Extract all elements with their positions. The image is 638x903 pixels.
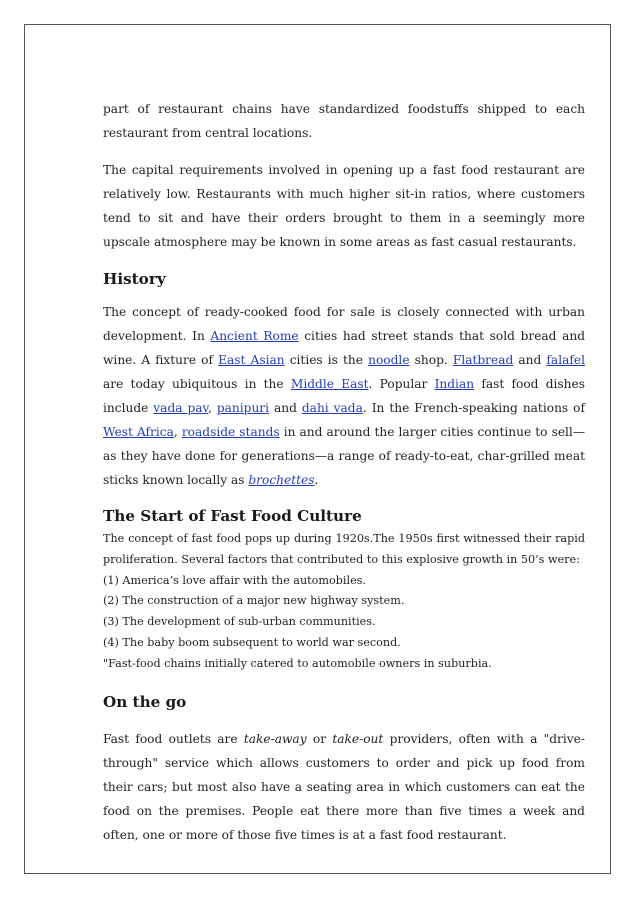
link-flatbread[interactable]: Flatbread	[452, 353, 514, 367]
text-italic: take-away	[243, 731, 307, 746]
document-body	[103, 97, 585, 847]
link-roadside-stands[interactable]: roadside stands	[181, 425, 280, 439]
text-run: in and around the larger cities continue to sell—as they have done for generations—a range of ready-to-eat, char-grilled meat sticks known locally as	[103, 425, 586, 487]
list-item: (3) The development of sub-urban communities.	[103, 615, 376, 629]
text-run: or	[306, 731, 333, 746]
text-run: . Popular	[368, 377, 435, 391]
heading-start-of-fast-food-culture: The Start of Fast Food Culture	[103, 507, 362, 525]
text-run: and	[269, 401, 302, 415]
text-run: . In the French-speaking nations of	[362, 401, 585, 415]
text-run: cities is the	[284, 353, 369, 367]
text-run: fast food dishes include	[103, 377, 586, 415]
text-run: cities had street stands that sold bread and wine. A fixture of	[103, 329, 585, 367]
paragraph-fast-food-intro: The concept of fast food pops up during 1920s.The 1950s first witnessed their rapid proliferation. Several factors that contributed to this explosive growth in 50’s were:	[103, 532, 585, 566]
link-panipuri[interactable]: panipuri	[216, 401, 270, 415]
text-run: The concept of ready-cooked food for sale is closely connected with urban development. In	[103, 305, 585, 343]
link-falafel[interactable]: falafel	[546, 353, 585, 367]
text-run: shop.	[409, 353, 453, 367]
link-noodle[interactable]: noodle	[368, 353, 410, 367]
link-west-africa[interactable]: West Africa	[103, 425, 174, 439]
text-run: providers, often with a "drive-through" service which allows customers to order and pick up food from their cars; but most also have a seating area in which customers can eat the food on the premises. People eat there more than five times a week and often, one or more of those five times is at a fast food restaurant.	[103, 731, 585, 842]
list-item: (2) The construction of a major new highway system.	[103, 594, 405, 608]
link-dahi-vada[interactable]: dahi vada	[301, 401, 363, 415]
text-italic: take-out	[332, 731, 384, 746]
text-run: ,	[207, 401, 217, 415]
paragraph-restaurant-chains: part of restaurant chains have standardized foodstuffs shipped to each restaurant from central locations.	[103, 102, 585, 140]
paragraph-on-the-go	[103, 727, 585, 847]
quote-line: "Fast-food chains initially catered to automobile owners in suburbia.	[103, 656, 492, 670]
link-east-asian[interactable]: East Asian	[218, 353, 285, 367]
paragraph-capital-requirements: The capital requirements involved in opening up a fast food restaurant are relatively low. Restaurants with much higher sit-in ratios, where customers tend to sit and have their orders brought to them in a seemingly more upscale atmosphere may be known in some areas as fast casual restaurants.	[103, 163, 585, 249]
list-item: (4) The baby boom subsequent to world war second.	[103, 635, 401, 649]
text-run: and	[513, 353, 547, 367]
text-run: .	[314, 473, 319, 487]
link-vada-pav[interactable]: vada pav	[153, 401, 208, 415]
paragraph-history	[103, 300, 585, 492]
list-item: (1) America’s love affair with the automobiles.	[103, 573, 366, 587]
link-indian[interactable]: Indian	[434, 377, 475, 391]
heading-on-the-go: On the go	[103, 692, 187, 711]
link-middle-east[interactable]: Middle East	[290, 377, 369, 391]
text-run: are today ubiquitous in the	[103, 377, 291, 391]
heading-history: History	[103, 270, 166, 288]
link-ancient-rome[interactable]: Ancient Rome	[210, 329, 299, 343]
link-brochettes[interactable]: brochettes	[248, 473, 315, 487]
page	[24, 24, 611, 874]
text-run: ,	[173, 425, 182, 439]
text-run: Fast food outlets are	[103, 731, 244, 746]
